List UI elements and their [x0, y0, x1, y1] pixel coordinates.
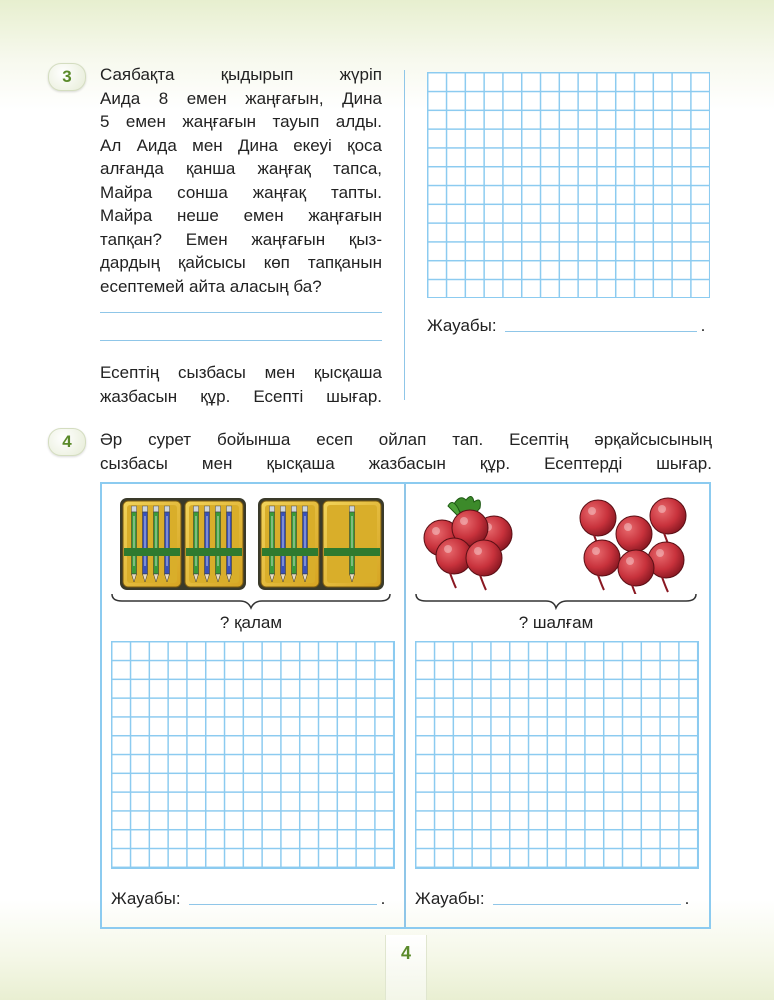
task-line: Әр сурет бойынша есеп ойлап тап. Есептің әрқайсысының — [100, 430, 712, 449]
problem-line: алғанда қанша жаңғақ тапса, — [100, 159, 382, 178]
left-caption: ? қалам — [219, 613, 283, 632]
exercise-3-answer — [427, 314, 705, 336]
exercise-4-badge — [48, 428, 86, 456]
exercise-3-number: 3 — [62, 67, 72, 86]
radish-bunch — [424, 496, 512, 590]
left-answer — [111, 887, 385, 909]
problem-line: 5 емен жаңғағын тауып алды. — [100, 112, 382, 131]
problem-line: Ал Аида мен Дина екеуі қоса — [100, 135, 382, 155]
task-line: сызбасы мен қысқаша жазбасын құр. Есептерді шығар. — [100, 453, 712, 473]
instruction-line: жазбасын құр. Есепті шығар. — [100, 386, 382, 406]
left-grid[interactable] — [111, 641, 395, 869]
problem-line: Аида 8 емен жаңғағын, Дина — [100, 88, 382, 108]
exercise-3-divider — [404, 70, 405, 400]
loose-radishes — [580, 498, 686, 594]
pencil-case-1 — [120, 498, 246, 590]
page-number: 4 — [400, 943, 411, 963]
answer-blank[interactable] — [505, 331, 697, 332]
page-number-tab — [385, 935, 427, 1000]
right-caption: ? шалғам — [518, 613, 594, 632]
problem-line: Майра неше емен жаңғағын — [100, 206, 382, 225]
exercise-4-number: 4 — [62, 432, 72, 451]
left-brace — [110, 592, 392, 610]
exercise-3-grid[interactable] — [427, 72, 710, 298]
right-answer — [415, 887, 689, 909]
right-grid[interactable] — [415, 641, 699, 869]
writing-line[interactable] — [100, 340, 382, 341]
answer-end: . — [684, 889, 690, 908]
answer-label: Жауабы: — [111, 889, 181, 908]
pencil-case-2 — [258, 498, 384, 590]
problem-line: Майра сонша жаңғақ тапты. — [100, 182, 382, 202]
problem-line: тапқан? Емен жаңғағын қыз- — [100, 229, 382, 249]
problem-line: дардың қайсысы көп тапқанын — [100, 253, 382, 272]
answer-end: . — [380, 889, 386, 908]
pencil-cases-illustration — [118, 494, 386, 592]
exercise-4-divider — [404, 484, 406, 927]
writing-line[interactable] — [100, 312, 382, 313]
exercise-3-problem-text — [100, 63, 382, 298]
problem-line: Саябақта қыдырып жүріп — [100, 65, 382, 84]
answer-end: . — [700, 316, 706, 335]
exercise-4-task-text — [100, 428, 712, 475]
answer-label: Жауабы: — [415, 889, 485, 908]
right-brace — [414, 592, 698, 610]
answer-blank[interactable] — [189, 904, 377, 905]
answer-blank[interactable] — [493, 904, 681, 905]
problem-line: есептемей айта аласың ба? — [100, 276, 322, 296]
answer-label: Жауабы: — [427, 316, 497, 335]
exercise-3-instruction — [100, 361, 382, 408]
exercise-3-badge — [48, 63, 86, 91]
instruction-line: Есептің сызбасы мен қысқаша — [100, 363, 382, 382]
radishes-illustration — [414, 494, 704, 594]
